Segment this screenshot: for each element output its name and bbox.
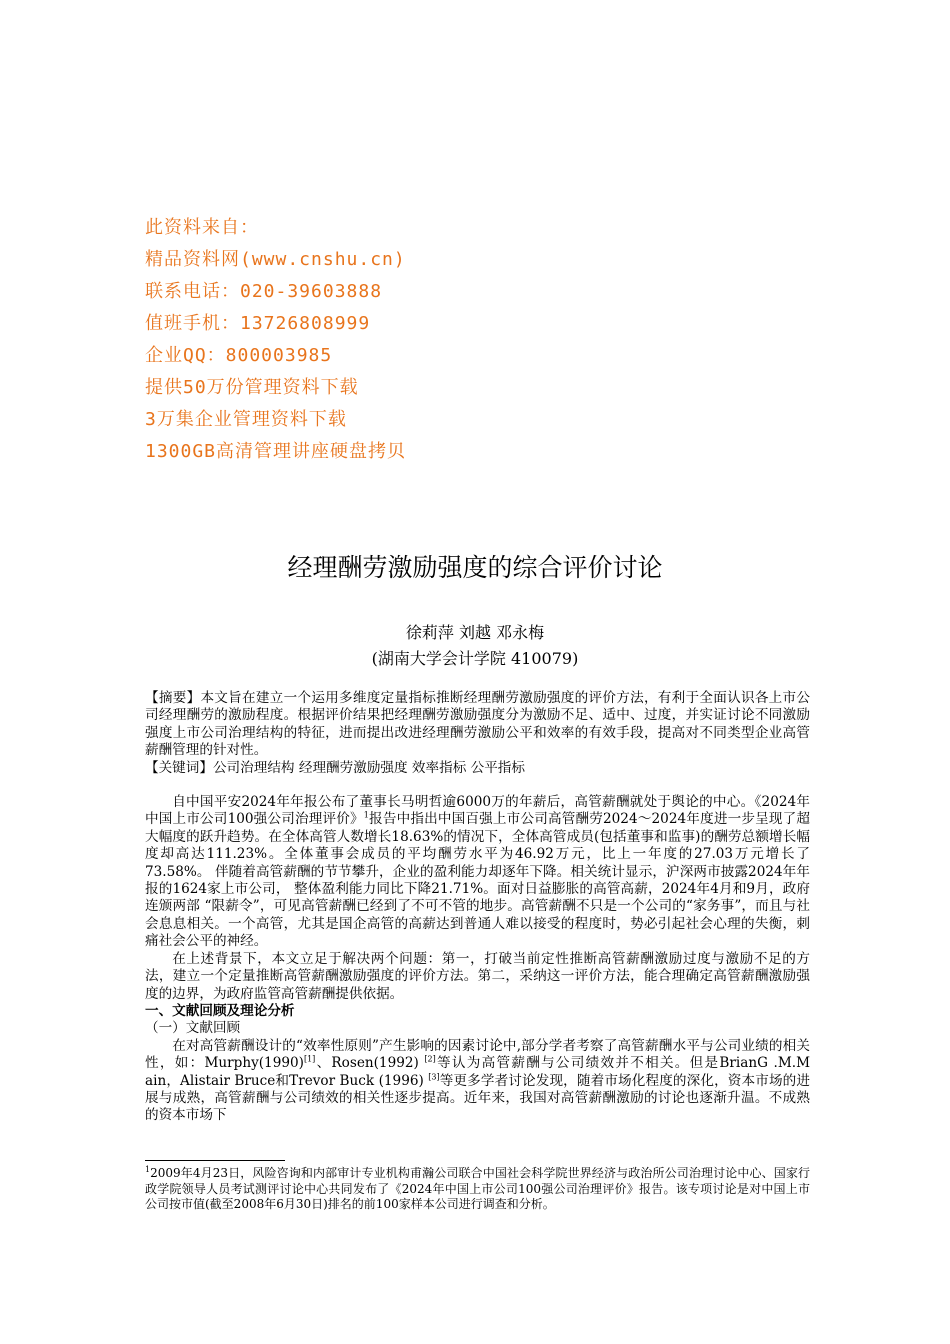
literature-part1: 在对高管薪酬设计的“效率性原则”产生影响的因素讨论中,部分学者考察了高管薪酬水平与公司业绩的相关性，如：Murphy(1990): [145, 1037, 810, 1072]
citation-ref: [2]: [424, 1054, 436, 1064]
paragraph-background-part2: 报告中指出中国百强上市公司高管酬劳2024～2024年度进一步呈现了超大幅度的跃升趋势。在全体高管人数增长18.63%的情况下，全体高管成员(包括董事和监事)的酬劳总额增长幅度却高达111.23%。全体董事会成员的平均酬劳水平为46.92万元，比上一年度的27.03万元增长了73.58%。 伴随着高管薪酬的节节攀升，企业的盈利能力却逐年下降。相关统计显示，沪深两市披露2024年年报的1624家上市公司， 整体盈利能力同比下降21.71%。面对日益膨胀的高管高薪，2024年4月和9月，政府连颁两部 “限薪令”，可见高管薪酬已经到了不可不管的地步。高管薪酬不只是一个公司的“家务事”，而且与社会息息相关。一个高管，尤其是国企高管的高薪达到普通人难以接受的程度时，势必引起社会心理的失衡，刺痛社会公平的神经。: [145, 811, 810, 950]
literature-part4: 等更多学者讨论发现，随着市场化程度的深化，资本市场的进展与成熟，高管薪酬与公司绩效的相关性逐步提高。近年来，我国对高管薪酬激励的讨论也逐渐升温。不成熟的资本市场下: [145, 1072, 810, 1124]
citation-ref: [1]: [303, 1054, 316, 1064]
footnote-ref: 1: [363, 810, 369, 820]
paragraph-background: [145, 794, 810, 951]
ad-line-enterprise: 3万集企业管理资料下载: [145, 409, 347, 430]
footnote-divider: [145, 1160, 285, 1161]
ad-line-qq: 企业QQ：800003985: [145, 345, 333, 366]
paragraph-background-part1: 自中国平安2024年年报公布了董事长马明哲逾6000万的年薪后，高管薪酬就处于舆论的中心。《2024年中国上市公司100强公司治理评价》: [145, 794, 810, 828]
abstract: 【摘要】本文旨在建立一个运用多维度定量指标推断经理酬劳激励强度的评价方法，有利于全面认识各上市公司经理酬劳的激励程度。根据评价结果把经理酬劳激励强度分为激励不足、适中、过度，并实证讨论不同激励强度上市公司治理结构的特征，进而提出改进经理酬劳激励公平和效率的有效手段，提高对不同类型企业高管薪酬管理的针对性。: [145, 690, 810, 759]
article-authors: 徐莉萍 刘越 邓永梅: [405, 623, 545, 642]
article-body: [145, 690, 810, 1125]
ad-line-source: 此资料来自：: [145, 217, 259, 238]
paragraph-literature: [145, 1038, 810, 1125]
ad-line-downloads: 提供50万份管理资料下载: [145, 377, 359, 398]
paragraph-problems: 在上述背景下，本文立足于解决两个问题：第一，打破当前定性推断高管薪酬激励过度与激励不足的方法，建立一个定量推断高管薪酬激励强度的评价方法。第二，采纳这一评价方法，能合理确定高管薪酬激励强度的边界，为政府监管高管薪酬提供依据。: [145, 950, 810, 1002]
subsection-heading: （一）文献回顾: [145, 1020, 241, 1037]
literature-part3: 等认为高管薪酬与公司绩效并不相关。但是BrianG .M.M ain，Alistair Bruce和Trevor Buck (1996): [145, 1055, 811, 1089]
section-heading: 一、文献回顾及理论分析: [145, 1002, 295, 1019]
footnote-text: 2009年4月23日，风险咨询和内部审计专业机构甫瀚公司联合中国社会科学院世界经济与政治所公司治理讨论中心、国家行政学院领导人员考试测评讨论中心共同发布了《2024年中国上市公司100强公司治理评价》报告。该专项讨论是对中国上市公司按市值(截至2008年6月30日)排名的前100家样本公司进行调查和分析。: [145, 1166, 810, 1211]
citation-ref: [3]: [428, 1072, 440, 1081]
article-title: 经理酬劳激励强度的综合评价讨论: [287, 553, 663, 582]
ad-line-phone: 联系电话：020-39603888: [145, 281, 383, 302]
ad-line-website: 精品资料网(www.cnshu.cn): [145, 249, 406, 270]
source-ad-block: [145, 212, 406, 468]
ad-line-harddisk: 1300GB高清管理讲座硬盘拷贝: [145, 441, 407, 462]
article-affiliation: (湖南大学会计学院 410079): [371, 649, 579, 668]
keywords: 【关键词】公司治理结构 经理酬劳激励强度 效率指标 公平指标: [145, 759, 525, 776]
footnote: [145, 1166, 810, 1213]
footnote-mark: 1: [145, 1165, 151, 1174]
literature-part2: 、Rosen(1992): [315, 1055, 425, 1072]
ad-line-mobile: 值班手机：13726808999: [145, 313, 371, 334]
